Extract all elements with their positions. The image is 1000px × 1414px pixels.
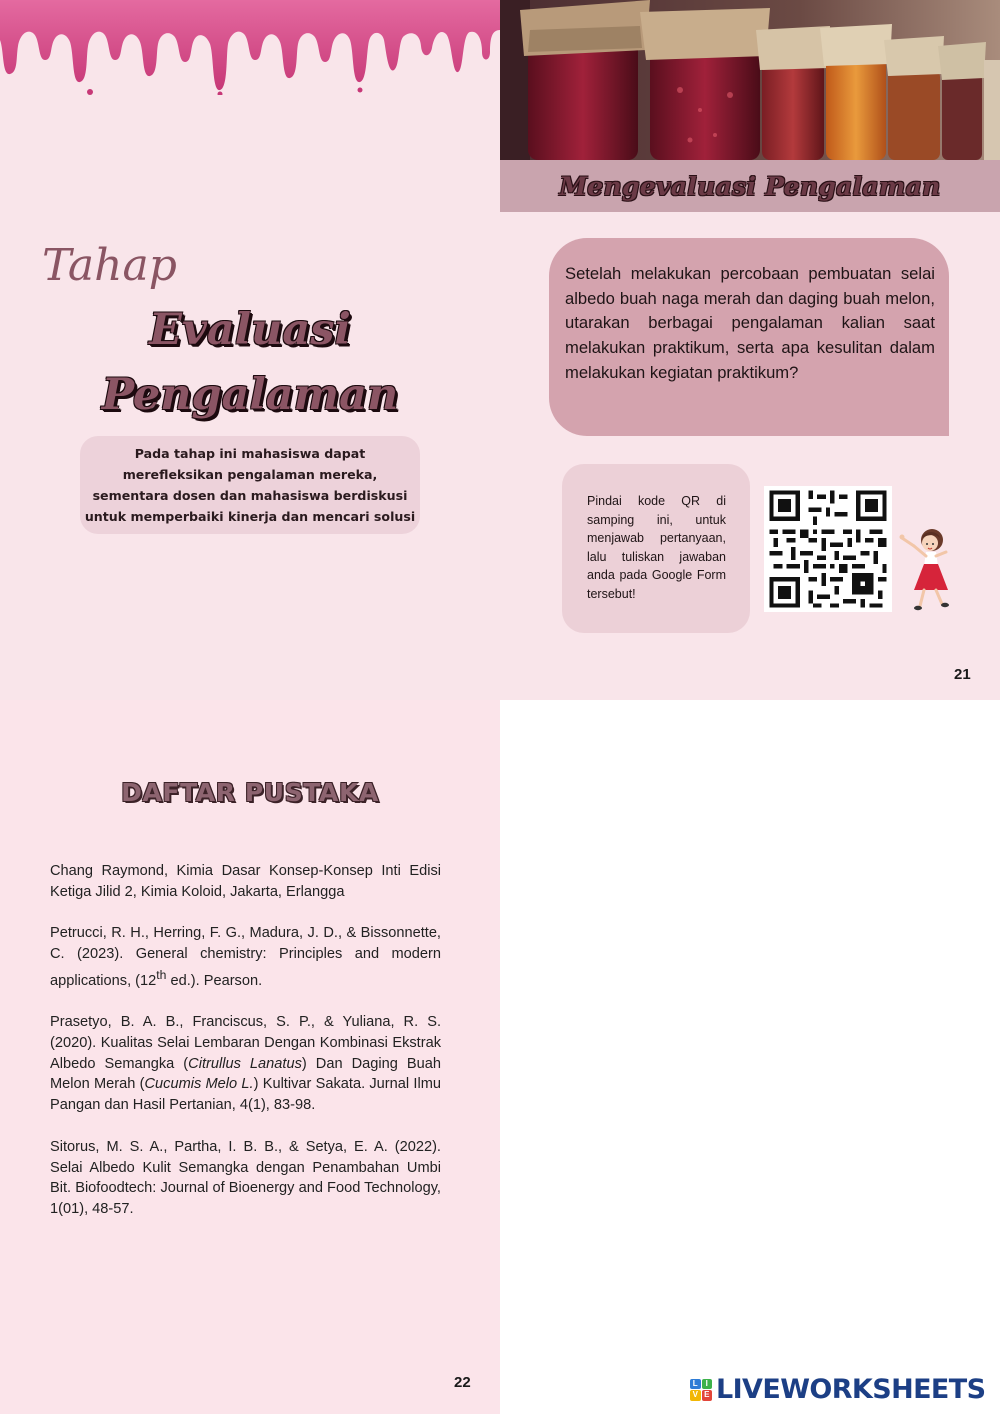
question-text: Setelah melakukan percobaan pembuatan selai albedo buah naga merah dan daging buah melon, utarakan berbagai pengalaman kalian saat melakukan praktikum, serta apa kesulitan dalam melakukan kegiatan praktikum? [565, 264, 935, 382]
qr-code[interactable] [764, 486, 892, 612]
scan-instruction-text: Pindai kode QR di samping ini, untuk menjawab pertanyaan, lalu tuliskan jawaban anda pada Google Form tersebut! [587, 494, 726, 601]
liveworksheets-brand-name: LIVEWORKSHEETS [716, 1374, 986, 1405]
section-title: Mengevaluasi Pengalaman [559, 171, 941, 201]
reference-item: Petrucci, R. H., Herring, F. G., Madura, J. D., & Bissonnette, C. (2023). General chemistry: Principles and modern applications, (12th ed.). Pearson. [50, 925, 441, 989]
reference-list [50, 861, 441, 1241]
liveworksheets-icon: L I V E [690, 1379, 712, 1401]
description-text: Pada tahap ini mahasiswa dapat merefleksikan pengalaman mereka, sementara dosen dan mahasiswa berdiskusi untuk memperbaiki kinerja dan mencari solusi [84, 446, 416, 524]
question-box [549, 238, 949, 436]
reference-item: Prasetyo, B. A. B., Franciscus, S. P., & Yuliana, R. S. (2020). Kualitas Selai Lembaran Dengan Kombinasi Ekstrak Albedo Semangka (Citrullus Lanatus) Dan Daging Buah Melon Merah (Cucumis Melo L.) Kultivar Sakata. Jurnal Ilmu Pangan dan Hasil Pertanian, 4(1), 83-98. [50, 1014, 441, 1114]
jam-drip-decoration [0, 0, 500, 95]
scan-instruction-box [562, 464, 750, 633]
liveworksheets-logo[interactable] [690, 1374, 985, 1405]
title-line-1: Evaluasi [149, 305, 351, 355]
page-21 [0, 0, 1000, 700]
jam-jars-photo [500, 0, 1000, 160]
description-box [80, 436, 420, 534]
title-line-2: Pengalaman [101, 370, 399, 420]
girl-illustration [898, 524, 956, 616]
references-heading: DAFTAR PUSTAKA [121, 778, 379, 807]
page-22 [0, 700, 500, 1414]
reference-item: Chang Raymond, Kimia Dasar Konsep-Konsep Inti Edisi Ketiga Jilid 2, Kimia Koloid, Jakarta, Erlangga [50, 863, 441, 900]
page-number-21: 21 [954, 666, 971, 683]
section-title-band [500, 160, 1000, 212]
tahap-label: Tahap [42, 240, 177, 291]
page-number-22: 22 [454, 1374, 471, 1391]
reference-item: Sitorus, M. S. A., Partha, I. B. B., & Setya, E. A. (2022). Selai Albedo Kulit Semangka dengan Penambahan Umbi Bit. Biofoodtech: Journal of Bioenergy and Food Technology, 1(01), 48-57. [50, 1138, 441, 1217]
